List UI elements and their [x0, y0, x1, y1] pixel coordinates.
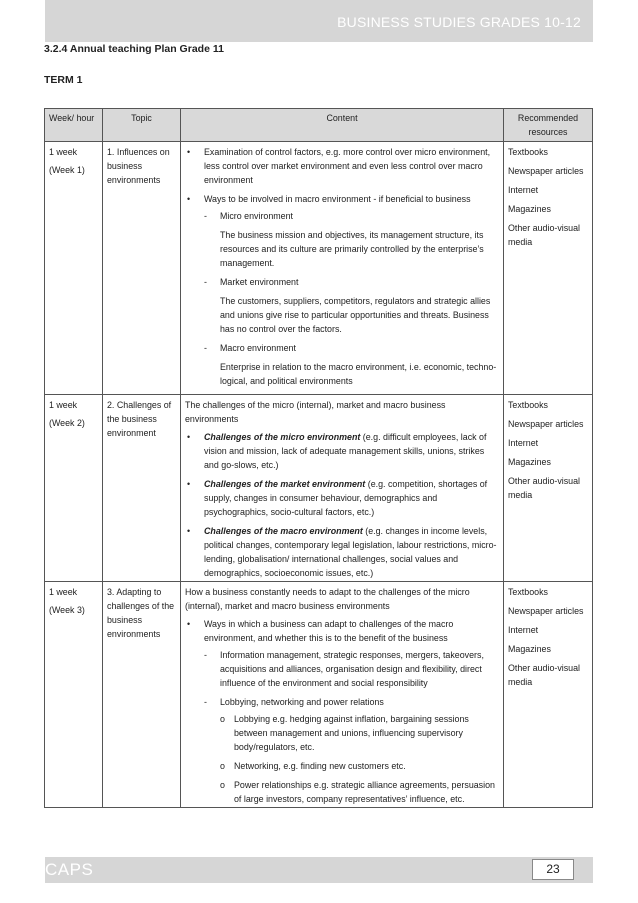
section-heading: 3.2.4 Annual teaching Plan Grade 11 [44, 43, 224, 55]
dash-title: Micro environment [220, 211, 293, 221]
content-dash [204, 695, 499, 806]
bullet-text: (e.g. competition, shortages of supply, changes in consumer behaviour, demographics and psychographics, socio-cultural factors, etc.) [204, 479, 488, 517]
bullet-text: (e.g. changes in income levels, political changes, contemporary legal legislation, labour restrictions, micro-lending, globalisation/ international challenges, social values and demographics, socioeconomic issues, etc.) [204, 526, 497, 578]
col-header-resources: Recommended resources [504, 109, 593, 142]
resource-item: Other audio-visual media [508, 663, 581, 687]
resource-item: Newspaper articles [508, 419, 584, 429]
resource-item: Internet [508, 625, 539, 635]
col-header-week: Week/ hour [45, 109, 103, 142]
resource-item: Other audio-visual media [508, 223, 581, 247]
teaching-plan-table [44, 108, 593, 808]
dash-title: Market environment [220, 277, 299, 287]
dash-title: Lobbying, networking and power relations [220, 697, 384, 707]
content-bullet [185, 524, 499, 580]
resource-item: Newspaper articles [508, 166, 584, 176]
content-bullet [185, 192, 499, 388]
week-number: (Week 3) [49, 605, 85, 615]
col-header-content: Content [181, 109, 504, 142]
document-header-title: BUSINESS STUDIES GRADES 10-12 [337, 14, 581, 30]
resources-cell [504, 142, 593, 395]
table-row [45, 582, 593, 808]
content-bullet [185, 430, 499, 472]
term-heading: TERM 1 [44, 74, 83, 86]
topic-cell: 1. Influences on business environments [103, 142, 181, 395]
content-dash [204, 341, 499, 388]
bullet-bold-text: Challenges of the micro environment [204, 432, 361, 442]
col-header-topic: Topic [103, 109, 181, 142]
dash-title: Macro environment [220, 343, 296, 353]
resource-item: Textbooks [508, 147, 548, 157]
resource-item: Magazines [508, 457, 551, 467]
content-bullet [185, 617, 499, 806]
resource-item: Newspaper articles [508, 606, 584, 616]
content-intro: The challenges of the micro (internal), market and macro business environments [185, 400, 446, 424]
content-dash [204, 648, 499, 690]
resource-item: Magazines [508, 204, 551, 214]
content-cell [181, 142, 504, 395]
week-label: 1 week [49, 587, 78, 597]
dash-text: The customers, suppliers, competitors, regulators and strategic allies and unions give rise to particular opportunities and threats. Business has no control over the factors. [220, 296, 491, 334]
resource-item: Internet [508, 438, 539, 448]
table-header-row [45, 109, 593, 142]
week-cell [45, 395, 103, 582]
topic-cell: 2. Challenges of the business environment [103, 395, 181, 582]
page-number: 23 [532, 859, 574, 880]
resource-item: Other audio-visual media [508, 476, 581, 500]
dash-title: Information management, strategic responses, mergers, takeovers, acquisitions and alliances, organisation design and flexibility, direct influence of the environment and social responsibility [220, 650, 484, 688]
week-cell [45, 582, 103, 808]
content-sub-item: o Networking, e.g. finding new customers etc. [220, 759, 499, 773]
bullet-text: Ways to be involved in macro environment - if beneficial to business [204, 194, 471, 204]
resource-item: Magazines [508, 644, 551, 654]
content-cell [181, 395, 504, 582]
week-label: 1 week [49, 400, 78, 410]
content-intro: How a business constantly needs to adapt to the challenges of the micro (internal), market and macro business environments [185, 587, 470, 611]
table-row [45, 395, 593, 582]
week-number: (Week 1) [49, 165, 85, 175]
week-label: 1 week [49, 147, 78, 157]
content-sub-item: o Lobbying e.g. hedging against inflation, bargaining sessions between management and unions, influencing supervisory body/regulators, etc. [220, 712, 499, 754]
week-number: (Week 2) [49, 418, 85, 428]
bullet-bold-text: Challenges of the market environment [204, 479, 366, 489]
topic-cell: 3. Adapting to challenges of the business environments [103, 582, 181, 808]
resource-item: Internet [508, 185, 539, 195]
content-dash [204, 275, 499, 336]
week-cell [45, 142, 103, 395]
content-dash [204, 209, 499, 270]
resources-cell [504, 582, 593, 808]
footer-bar [45, 857, 593, 883]
dash-text: Enterprise in relation to the macro environment, i.e. economic, techno-logical, and political environments [220, 362, 497, 386]
resources-cell [504, 395, 593, 582]
footer-caps-label: CAPS [45, 860, 94, 879]
bullet-text: (e.g. difficult employees, lack of vision and mission, lack of adequate management skills, unions, strikes and go-slows, etc.) [204, 432, 487, 470]
resource-item: Textbooks [508, 587, 548, 597]
bullet-text: Ways in which a business can adapt to challenges of the macro environment, and whether this is to the benefit of the business [204, 619, 454, 643]
table-row [45, 142, 593, 395]
content-bullet: • Examination of control factors, e.g. more control over micro environment, less control over market environment and even less control over macro environment [185, 145, 499, 187]
dash-text: The business mission and objectives, its management structure, its resources and its culture are primarily controlled by the enterprise’s management. [220, 230, 484, 268]
content-bullet [185, 477, 499, 519]
content-sub-item: o Power relationships e.g. strategic alliance agreements, persuasion of large investors, company representatives’ influence, etc. [220, 778, 499, 806]
content-cell [181, 582, 504, 808]
bullet-bold-text: Challenges of the macro environment [204, 526, 363, 536]
resource-item: Textbooks [508, 400, 548, 410]
